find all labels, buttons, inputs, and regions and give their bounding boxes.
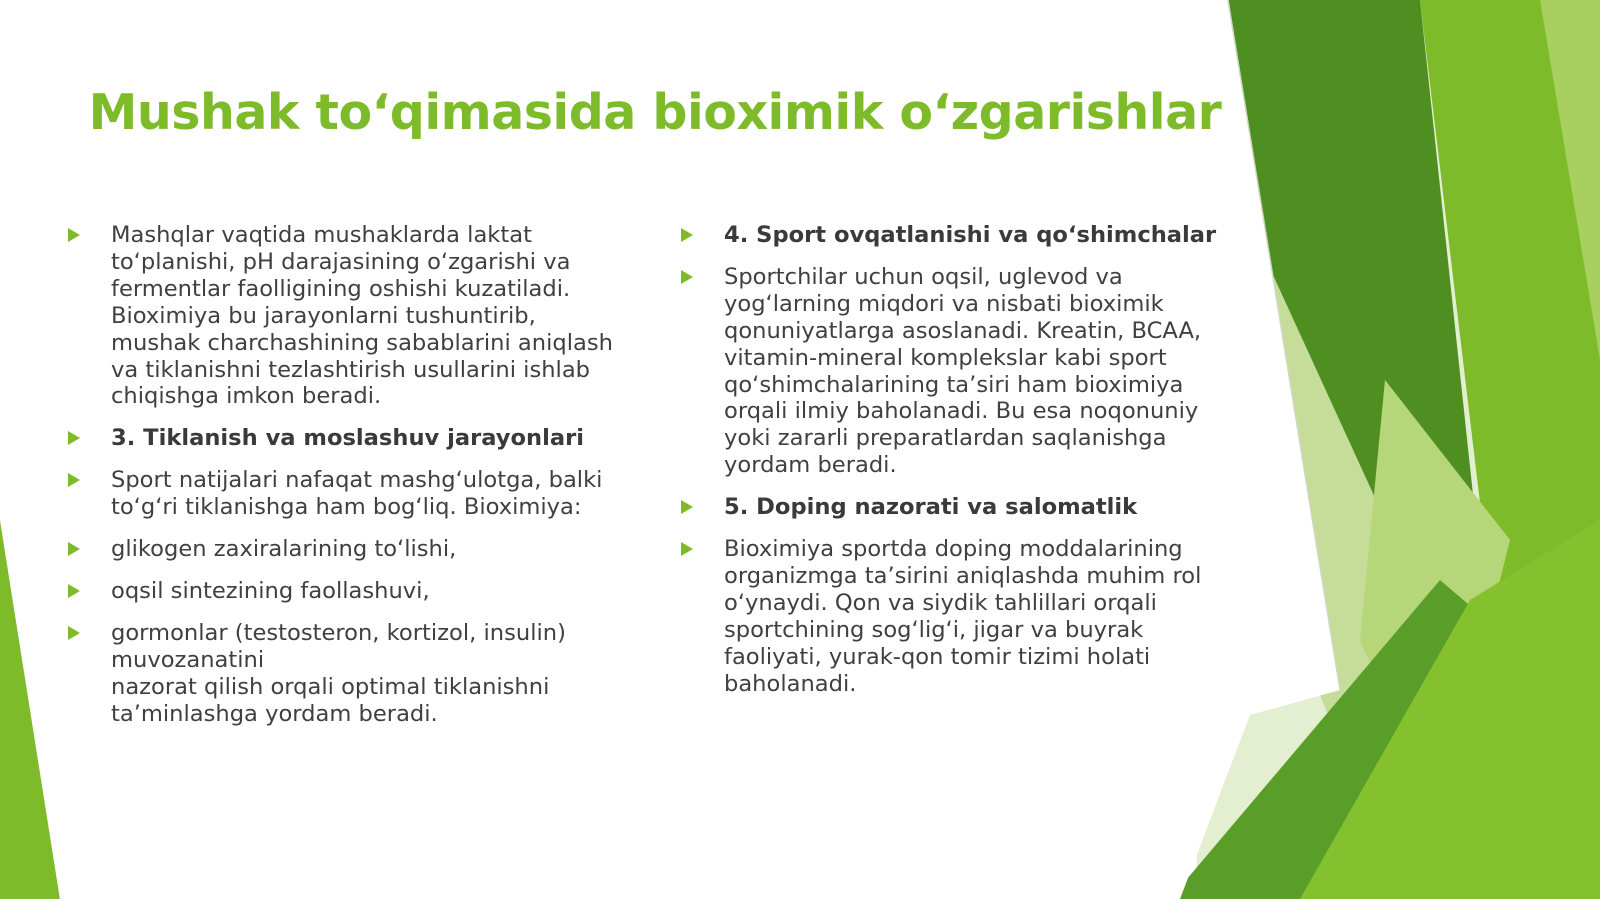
heading-doping-control xyxy=(681,494,1241,521)
heading-sport-nutrition xyxy=(681,222,1241,249)
left-column xyxy=(68,222,628,743)
bullet-doping-details xyxy=(681,536,1241,697)
bullet-text: 3. Tiklanish va moslashuv jarayonlari xyxy=(111,425,585,452)
left-bullet-list xyxy=(68,222,628,728)
bullet-text: glikogen zaxiralarining to‘lishi, xyxy=(111,536,457,563)
bullet-hormones xyxy=(68,620,628,728)
bullet-arrow-icon xyxy=(68,584,80,598)
bullet-text: 5. Doping nazorati va salomatlik xyxy=(724,494,1138,521)
right-bullet-list xyxy=(681,222,1241,698)
bullet-arrow-icon xyxy=(681,270,693,284)
bullet-arrow-icon xyxy=(681,500,693,514)
right-column xyxy=(681,222,1241,713)
slide-title: Mushak to‘qimasida bioximik o‘zgarishlar xyxy=(88,84,1222,141)
bullet-arrow-icon xyxy=(68,542,80,556)
bullet-arrow-icon xyxy=(68,473,80,487)
bullet-sport-results xyxy=(68,467,628,521)
bullet-arrow-icon xyxy=(681,228,693,242)
bullet-text: gormonlar (testosteron, kortizol, insulin) muvozanatini nazorat qilish orqali optimal tiklanishni ta’minlashga yordam beradi. xyxy=(111,619,566,727)
bullet-text: Sport natijalari nafaqat mashg‘ulotga, balki to‘g‘ri tiklanishga ham bog‘liq. Bioximiya: xyxy=(111,467,603,521)
bullet-nutrition-details xyxy=(681,264,1241,479)
heading-recovery-adaptation xyxy=(68,425,628,452)
bullet-text: Bioximiya sportda doping moddalarining organizmga ta’sirini aniqlashda muhim rol o‘ynaydi. Qon va siydik tahlillari orqali sportchining sog‘lig‘i, jigar va buyrak faoliyati, yurak-qon tomir tizimi holati baholanadi. xyxy=(724,536,1202,697)
bullet-protein-synthesis xyxy=(68,578,628,605)
bullet-text: oqsil sintezining faollashuvi, xyxy=(111,577,430,604)
bullet-glycogen xyxy=(68,536,628,563)
bullet-text: Sportchilar uchun oqsil, uglevod va yog‘larning miqdori va nisbati bioximik qonuniyatlarga asoslanadi. Kreatin, BCAA, vitamin-mineral komplekslar kabi sport qo‘shimchalarining ta’siri ham bioximiya orqali ilmiy baholanadi. Bu esa noqonuniy yoki zararli preparatlardan saqlanishga yordam beradi. xyxy=(724,263,1202,479)
bullet-text: 4. Sport ovqatlanishi va qo‘shimchalar xyxy=(724,222,1217,248)
bullet-text: Mashqlar vaqtida mushaklarda laktat to‘planishi, pH darajasining o‘zgarishi va fermentlar faolligining oshishi kuzatiladi. Bioximiya bu jarayonlarni tushuntirib, mushak charchashining sabablarini aniqlash va tiklanishni tezlashtirish usullarini ishlab chiqishga imkon beradi. xyxy=(111,222,613,410)
bullet-arrow-icon xyxy=(68,431,80,445)
bullet-arrow-icon xyxy=(68,228,80,242)
bullet-arrow-icon xyxy=(681,542,693,556)
bullet-arrow-icon xyxy=(68,626,80,640)
bullet-muscle-changes xyxy=(68,222,628,410)
